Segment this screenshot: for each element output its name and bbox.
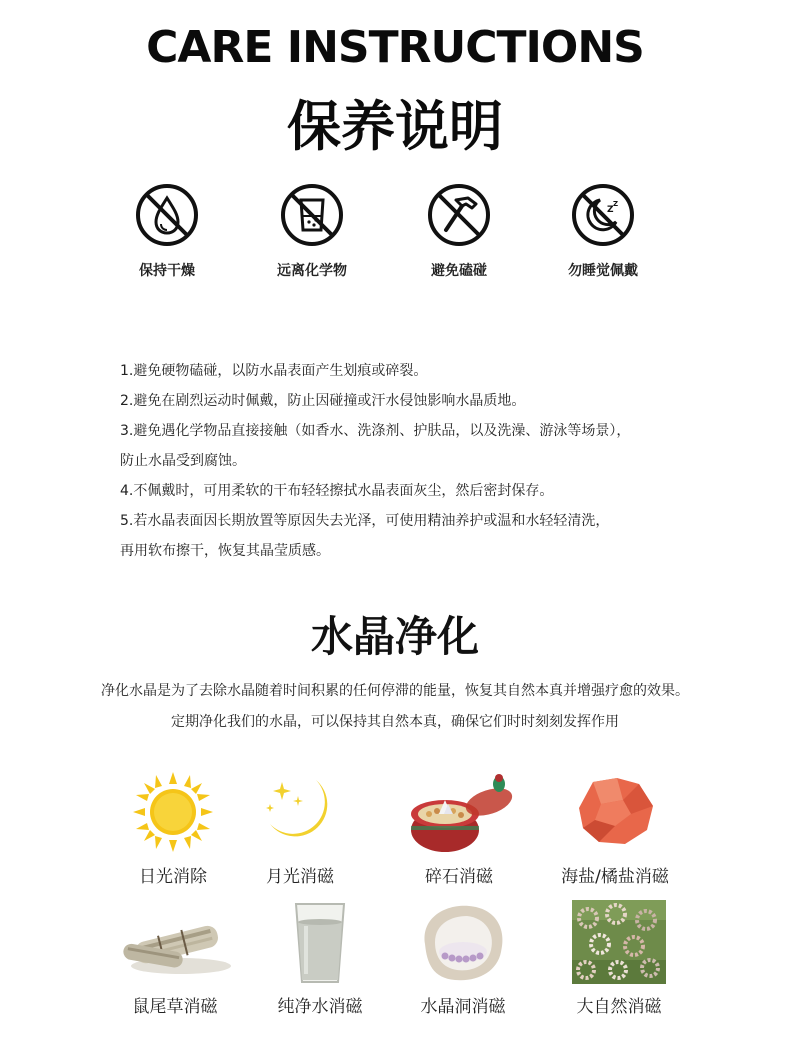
no-chemical-icon [279,182,345,248]
method-label: 月光消磁 [266,867,334,887]
method-label: 碎石消磁 [425,867,493,887]
sage-bundle-icon [115,900,235,986]
instruction-line: 4.不佩戴时，可用柔软的干布轻轻擦拭水晶表面灰尘，然后密封保存。 [120,483,554,499]
care-item-no-sleep-wear [533,182,673,280]
sun-icon [131,770,215,854]
method-gravel [384,770,534,887]
method-sea-salt [540,770,690,887]
care-item-avoid-chemicals [242,182,382,280]
cleanse-section-title: 水晶净化 [310,612,479,661]
svg-text:Z: Z [607,205,614,215]
method-label: 日光消除 [139,867,207,887]
instruction-line: 防止水晶受到腐蚀。 [120,453,246,469]
care-item-keep-dry [97,182,237,280]
instruction-line: 5.若水晶表面因长期放置等原因失去光泽，可使用精油养护或温和水轻轻清洗， [120,513,610,529]
care-label-keep-dry: 保持干燥 [139,263,195,279]
method-pure-water [245,900,395,1017]
instructions-list [120,356,720,566]
salt-rock-icon [565,770,665,856]
cleanse-intro-line: 净化水晶是为了去除水晶随着时间积累的任何停滞的能量，恢复其自然本真并增强疗愈的效果。 [101,683,689,699]
bracelets-on-grass-icon [572,900,666,984]
instruction-line: 2.避免在剧烈运动时佩戴，防止因碰撞或汗水侵蚀影响水晶质地。 [120,393,526,409]
instruction-line: 3.避免遇化学物品直接接触（如香水、洗涤剂、护肤品，以及洗澡、游泳等场景）， [120,423,631,439]
care-item-avoid-impact [389,182,529,280]
no-water-drop-icon [134,182,200,248]
method-geode [388,900,538,1017]
title-english: CARE INSTRUCTIONS [146,22,644,73]
method-moonlight [225,770,375,887]
care-label-no-sleep-wear: 勿睡觉佩戴 [568,263,638,279]
title-chinese: 保养说明 [287,95,503,158]
cleanse-intro [0,676,790,738]
care-icons-row [0,182,790,292]
water-glass-icon [290,900,350,986]
cleanse-intro-line: 定期净化我们的水晶，可以保持其自然本真，确保它们时时刻刻发挥作用 [171,714,619,730]
method-sage [100,900,250,1017]
svg-text:Z: Z [613,200,619,208]
method-nature [544,900,694,1017]
geode-icon [415,900,511,986]
no-hammer-icon [426,182,492,248]
no-sleep-icon [570,182,636,248]
method-label: 水晶洞消磁 [420,997,506,1017]
care-label-avoid-impact: 避免磕碰 [431,263,487,279]
moon-stars-icon [258,770,342,854]
crystal-bowl-icon [399,770,519,856]
method-label: 海盐/橘盐消磁 [561,867,669,887]
method-label: 大自然消磁 [576,997,662,1017]
instruction-line: 再用软布擦干，恢复其晶莹质感。 [120,543,330,559]
method-label: 纯净水消磁 [277,997,363,1017]
care-label-avoid-chemicals: 远离化学物 [277,263,347,279]
method-label: 鼠尾草消磁 [132,997,218,1017]
instruction-line: 1.避免硬物磕碰，以防水晶表面产生划痕或碎裂。 [120,363,428,379]
